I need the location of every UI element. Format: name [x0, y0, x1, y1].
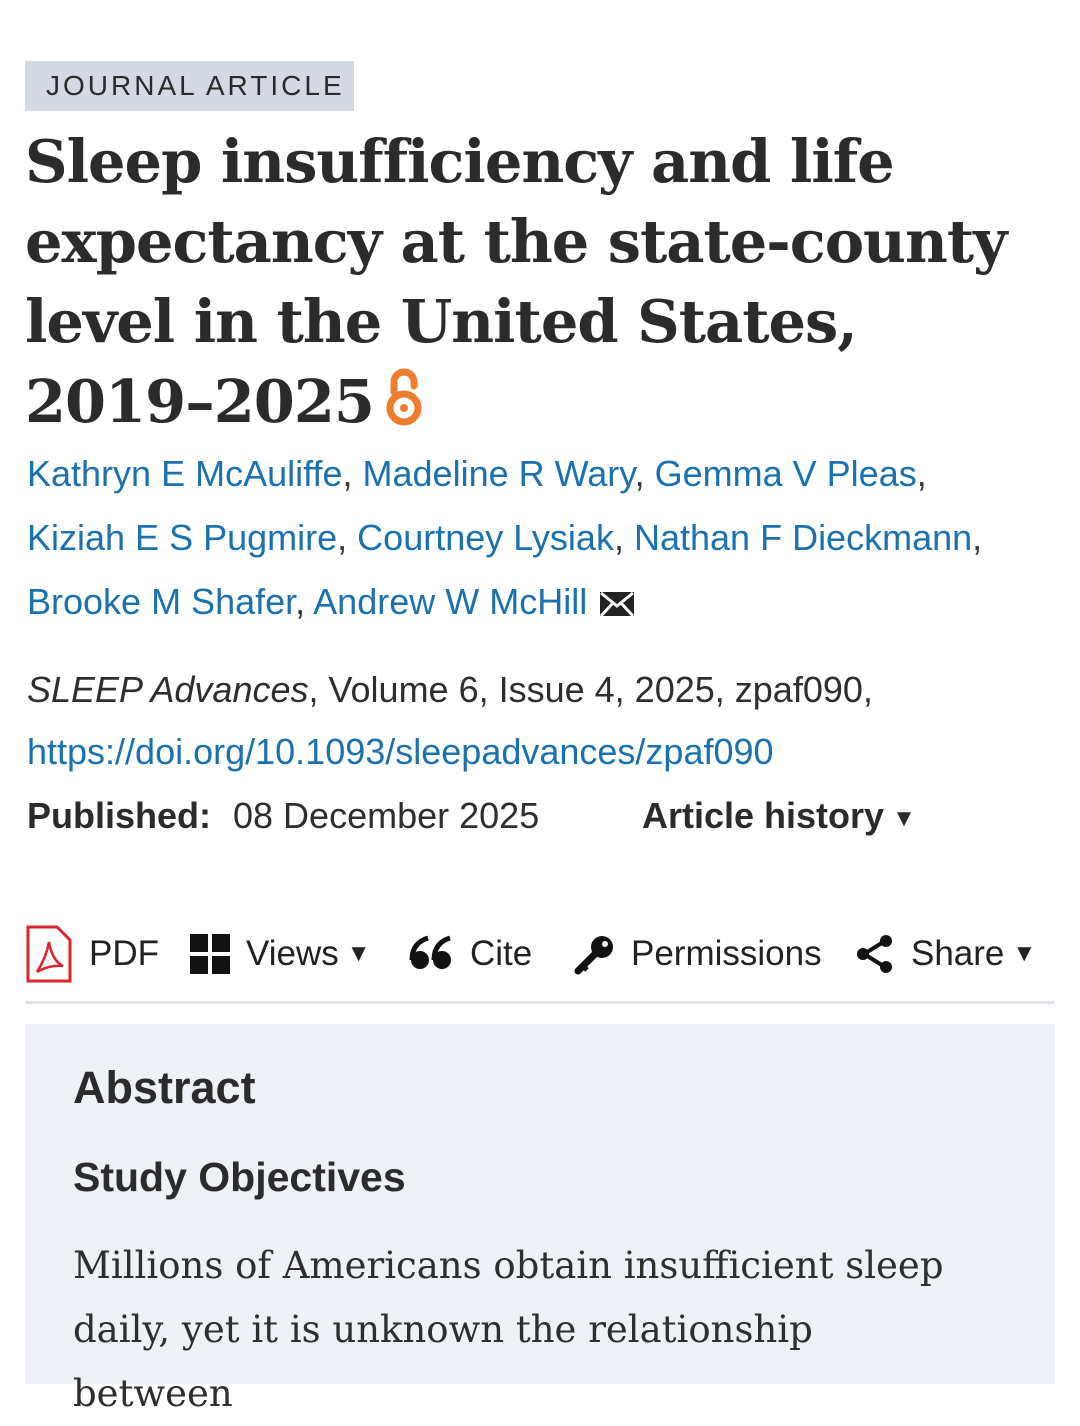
- author-link[interactable]: Courtney Lysiak: [357, 517, 614, 558]
- study-objectives-heading: Study Objectives: [73, 1154, 406, 1200]
- article-title: [25, 122, 1035, 448]
- published-label: Published:: [27, 795, 212, 836]
- article-history-toggle[interactable]: Article history ▼: [642, 795, 916, 836]
- share-dropdown[interactable]: Share ▼: [855, 920, 1036, 988]
- article-toolbar: [25, 920, 1055, 988]
- author-link[interactable]: Kiziah E S Pugmire: [27, 517, 338, 558]
- author-link[interactable]: Gemma V Pleas: [654, 453, 917, 494]
- share-icon: [855, 934, 895, 974]
- cite-button[interactable]: Cite: [410, 920, 532, 988]
- published-date: 08 December 2025: [233, 795, 540, 836]
- mail-icon[interactable]: [599, 574, 635, 638]
- publication-row: [27, 788, 1057, 844]
- author-link[interactable]: Andrew W McHill: [313, 581, 588, 622]
- open-access-icon: [384, 366, 428, 448]
- author-list: Kathryn E McAuliffe, Madeline R Wary, Gemma V Pleas, Kiziah E S Pugmire, Courtney Lysiak, Nathan F Dieckmann, Brooke M Shafer, Andrew W McHill: [27, 442, 1067, 638]
- chevron-down-icon: ▼: [892, 805, 916, 832]
- pdf-icon: [25, 924, 73, 984]
- chevron-down-icon: ▼: [1012, 940, 1037, 967]
- article-title-text: Sleep insufficiency and life expectancy at the state-county level in the United States, 2019–2025: [25, 127, 1007, 436]
- author-link[interactable]: Nathan F Dieckmann: [633, 517, 973, 558]
- quote-icon: [410, 936, 454, 972]
- journal-name: SLEEP Advances: [27, 669, 309, 710]
- abstract-text: Millions of Americans obtain insufficient sleep daily, yet it is unknown the relationship between: [73, 1244, 944, 1415]
- pdf-button[interactable]: PDF: [25, 920, 159, 988]
- author-link[interactable]: Madeline R Wary: [362, 453, 635, 494]
- citation-details: , Volume 6, Issue 4, 2025, zpaf090,: [308, 669, 873, 710]
- doi-link[interactable]: https://doi.org/10.1093/sleepadvances/zpaf090: [27, 731, 774, 772]
- toolbar-divider: [25, 1001, 1055, 1004]
- abstract-heading: Abstract: [73, 1062, 256, 1113]
- abstract-panel: [25, 1024, 1055, 1415]
- chevron-down-icon: ▼: [346, 940, 371, 967]
- key-icon: [575, 934, 615, 974]
- author-link[interactable]: Kathryn E McAuliffe: [27, 453, 343, 494]
- views-dropdown[interactable]: Views ▼: [190, 920, 371, 988]
- citation-block: [27, 659, 1067, 783]
- permissions-button[interactable]: Permissions: [575, 920, 822, 988]
- grid-icon: [190, 934, 230, 974]
- article-type-badge: JOURNAL ARTICLE: [25, 61, 354, 111]
- author-link[interactable]: Brooke M Shafer: [27, 581, 296, 622]
